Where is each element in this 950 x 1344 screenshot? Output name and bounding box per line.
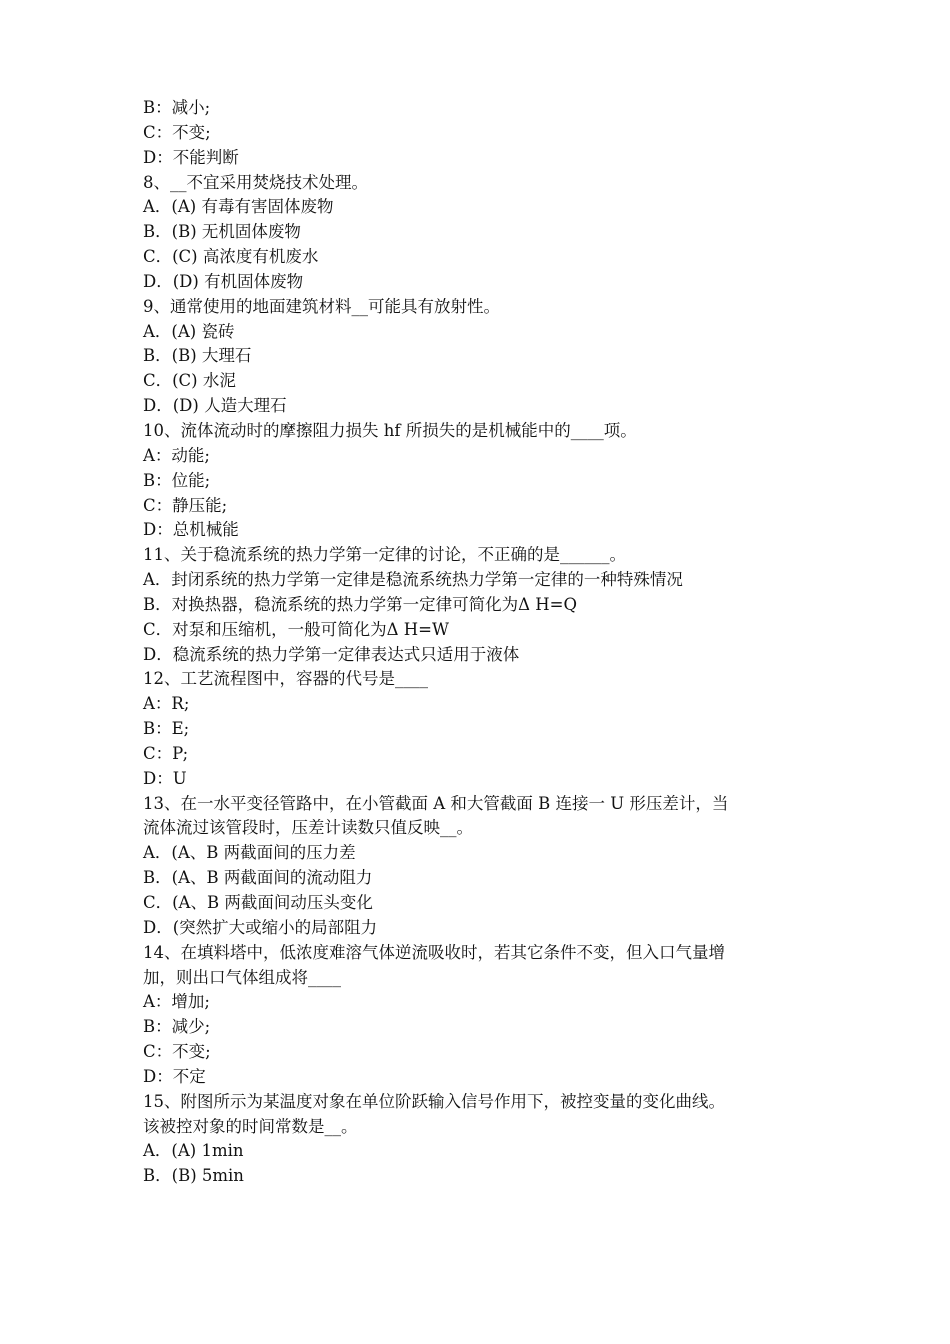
option-line: C：静压能; [143,495,228,515]
document-page [143,96,823,1189]
text-line: D：不能判断 [143,147,239,167]
option-line: B．(B) 5min [143,1166,244,1186]
option-line: D：U [143,768,187,788]
option-line: A．(A) 瓷砖 [143,321,235,341]
option-line: B：减少; [143,1017,211,1037]
option-line: D．(D) 有机固体废物 [143,271,304,291]
option-line: B．(B) 大理石 [143,346,252,366]
option-line: C．对泵和压缩机，一般可简化为Δ H=W [143,619,449,639]
option-line: D：不定 [143,1066,206,1086]
option-line: A：动能; [143,445,210,465]
question-11: 11、关于稳流系统的热力学第一定律的讨论，不正确的是______。 [143,545,626,565]
question-14: 14、在填料塔中，低浓度难溶气体逆流吸收时，若其它条件不变，但入口气量增 [143,942,725,962]
option-line: C：P; [143,743,189,763]
option-line: D．(D) 人造大理石 [143,396,287,416]
question-9: 9、通常使用的地面建筑材料__可能具有放射性。 [143,296,500,316]
question-8: 8、__不宜采用焚烧技术处理。 [143,172,368,192]
option-line: D．(突然扩大或缩小的局部阻力 [143,917,378,937]
option-line: A．(A) 有毒有害固体废物 [143,197,334,217]
option-line: A：R; [143,694,190,714]
option-line: B．对换热器，稳流系统的热力学第一定律可简化为Δ H=Q [143,594,578,614]
option-line: B．(B) 无机固体废物 [143,222,301,242]
question-15: 15、附图所示为某温度对象在单位阶跃输入信号作用下，被控变量的变化曲线。 [143,1091,725,1111]
text-line: B：减小; [143,98,211,117]
option-line: B：E; [143,719,190,739]
question-10: 10、流体流动时的摩擦阻力损失 hf 所损失的是机械能中的____项。 [143,420,637,440]
option-line: D：总机械能 [143,520,239,540]
option-line: A：增加; [143,992,210,1012]
option-line: D．稳流系统的热力学第一定律表达式只适用于液体 [143,644,520,664]
text-line: C：不变; [143,122,211,142]
option-line: B：位能; [143,470,211,490]
question-14-continued: 加，则出口气体组成将____ [143,967,341,987]
option-line: C．(A、B 两截面间动压头变化 [143,893,373,912]
option-line: B．(A、B 两截面间的流动阻力 [143,868,373,888]
question-12: 12、工艺流程图中，容器的代号是____ [143,669,428,689]
question-13: 13、在一水平变径管路中，在小管截面 A 和大管截面 B 连接一 U 形压差计，当 [143,793,729,813]
question-13-continued: 流体流过该管段时，压差计读数只值反映__。 [143,818,473,838]
option-line: A．封闭系统的热力学第一定律是稳流系统热力学第一定律的一种特殊情况 [143,570,683,590]
question-15-continued: 该被控对象的时间常数是__。 [143,1116,358,1136]
option-line: C：不变; [143,1042,211,1062]
option-line: A．(A) 1min [143,1141,244,1161]
option-line: C．(C) 高浓度有机废水 [143,247,319,267]
option-line: A．(A、B 两截面间的压力差 [143,843,356,863]
option-line: C．(C) 水泥 [143,371,236,391]
